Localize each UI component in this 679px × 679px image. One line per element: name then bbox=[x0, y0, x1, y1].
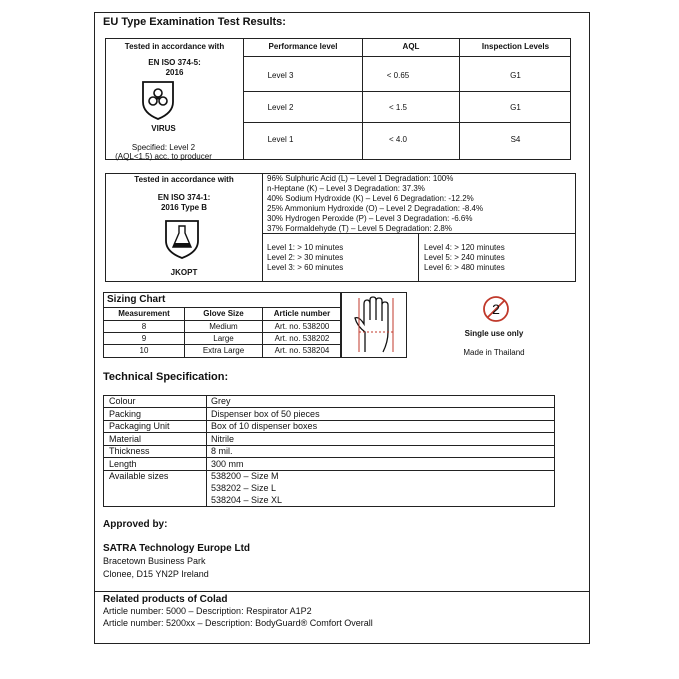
breakthrough-level: Level 5: > 240 minutes bbox=[424, 253, 505, 262]
chemical-line: 96% Sulphuric Acid (L) – Level 1 Degradation: 100% bbox=[267, 174, 454, 183]
row-aql: < 1.5 bbox=[388, 103, 407, 112]
related-title: Related products of Colad bbox=[103, 594, 228, 605]
sizing-measurement: 8 bbox=[141, 322, 147, 331]
related-item: Article number: 5200xx – Description: BodyGuard® Comfort Overall bbox=[103, 618, 373, 628]
breakthrough-level: Level 1: > 10 minutes bbox=[267, 243, 344, 252]
chemical-line: 30% Hydrogen Peroxide (P) – Level 3 Degradation: -6.6% bbox=[267, 214, 473, 223]
tech-label: Packaging Unit bbox=[109, 421, 170, 431]
related-item: Article number: 5000 – Description: Respirator A1P2 bbox=[103, 606, 312, 616]
row-inspection: S4 bbox=[510, 135, 521, 144]
made-in-label: Made in Thailand bbox=[463, 348, 525, 357]
sizing-title: Sizing Chart bbox=[107, 294, 166, 305]
sizing-article: Art. no. 538202 bbox=[274, 334, 330, 343]
en374-5-tested-label: Tested in accordance with bbox=[124, 42, 225, 51]
sizing-size: Medium bbox=[209, 322, 238, 331]
row-level: Level 3 bbox=[267, 71, 294, 80]
hand-measurement-icon bbox=[349, 296, 401, 354]
tech-label: Material bbox=[109, 434, 142, 444]
page-title: EU Type Examination Test Results: bbox=[103, 16, 286, 28]
row-inspection: G1 bbox=[510, 103, 521, 112]
tech-label: Length bbox=[109, 459, 137, 469]
sizing-header-article: Article number bbox=[273, 309, 331, 318]
sizing-size: Large bbox=[213, 334, 234, 343]
row-inspection: G1 bbox=[510, 71, 521, 80]
tech-value: 300 mm bbox=[211, 459, 244, 469]
tech-label: Packing bbox=[109, 409, 142, 419]
en374-1-icon-label: JKOPT bbox=[170, 268, 198, 277]
single-use-digit: 2 bbox=[492, 301, 500, 317]
single-use-icon bbox=[482, 295, 510, 323]
en374-1-type: 2016 Type B bbox=[160, 203, 208, 212]
chemical-line: 25% Ammonium Hydroxide (O) – Level 2 Degradation: -8.4% bbox=[267, 204, 484, 213]
sizing-header-size: Glove Size bbox=[203, 309, 244, 318]
breakthrough-level: Level 4: > 120 minutes bbox=[424, 243, 505, 252]
en374-5-standard: EN ISO 374-5: bbox=[148, 58, 201, 67]
en374-5-year: 2016 bbox=[165, 68, 184, 77]
single-use-label: Single use only bbox=[464, 329, 524, 338]
tech-label: Thickness bbox=[109, 446, 150, 456]
approved-address1: Bracetown Business Park bbox=[103, 556, 206, 566]
breakthrough-level: Level 2: > 30 minutes bbox=[267, 253, 344, 262]
breakthrough-level: Level 6: > 480 minutes bbox=[424, 263, 505, 272]
tech-value: Grey bbox=[211, 396, 231, 406]
chemical-line: n-Heptane (K) – Level 3 Degradation: 37.3% bbox=[267, 184, 425, 193]
tech-title: Technical Specification: bbox=[103, 371, 229, 383]
tech-value: Nitrile bbox=[211, 434, 235, 444]
sizing-header-measurement: Measurement bbox=[118, 309, 170, 318]
sizing-measurement: 10 bbox=[139, 346, 149, 355]
breakthrough-level: Level 3: > 60 minutes bbox=[267, 263, 344, 272]
approved-company: SATRA Technology Europe Ltd bbox=[103, 543, 251, 554]
chemical-flask-shield-icon bbox=[164, 219, 200, 259]
row-aql: < 4.0 bbox=[388, 135, 407, 144]
tech-value: 8 mil. bbox=[211, 446, 233, 456]
col-header-inspection: Inspection Levels bbox=[481, 42, 550, 51]
col-header-performance: Performance level bbox=[268, 42, 338, 51]
tech-spec-table bbox=[103, 395, 555, 507]
en374-5-specified-note: (AQL<1.5) acc. to producer bbox=[115, 152, 212, 161]
chemical-line: 40% Sodium Hydroxide (K) – Level 6 Degradation: -12.2% bbox=[267, 194, 474, 203]
en374-1-tested-label: Tested in accordance with bbox=[134, 175, 234, 184]
sizing-measurement: 9 bbox=[141, 334, 147, 343]
sizing-size: Extra Large bbox=[202, 346, 245, 355]
tech-value: 538200 – Size M bbox=[211, 471, 279, 481]
col-header-aql: AQL bbox=[402, 42, 420, 51]
tech-value: Dispenser box of 50 pieces bbox=[211, 409, 320, 419]
en374-5-specified: Specified: Level 2 bbox=[131, 143, 196, 152]
sizing-article: Art. no. 538204 bbox=[274, 346, 330, 355]
row-aql: < 0.65 bbox=[386, 71, 410, 80]
tech-value: Box of 10 dispenser boxes bbox=[211, 421, 318, 431]
approved-address2: Clonee, D15 YN2P Ireland bbox=[103, 569, 209, 579]
en374-1-standard: EN ISO 374-1: bbox=[157, 193, 211, 202]
row-level: Level 2 bbox=[267, 103, 294, 112]
en374-5-icon-label: VIRUS bbox=[151, 124, 176, 133]
tech-value: 538204 – Size XL bbox=[211, 495, 283, 505]
biohazard-shield-icon bbox=[141, 80, 175, 120]
row-level: Level 1 bbox=[267, 135, 294, 144]
chemical-line: 37% Formaldehyde (T) – Level 5 Degradation: 2.8% bbox=[267, 224, 452, 233]
tech-label: Colour bbox=[109, 396, 136, 406]
tech-label: Available sizes bbox=[109, 471, 169, 481]
sizing-article: Art. no. 538200 bbox=[274, 322, 330, 331]
tech-value: 538202 – Size L bbox=[211, 483, 277, 493]
approved-title: Approved by: bbox=[103, 519, 168, 530]
